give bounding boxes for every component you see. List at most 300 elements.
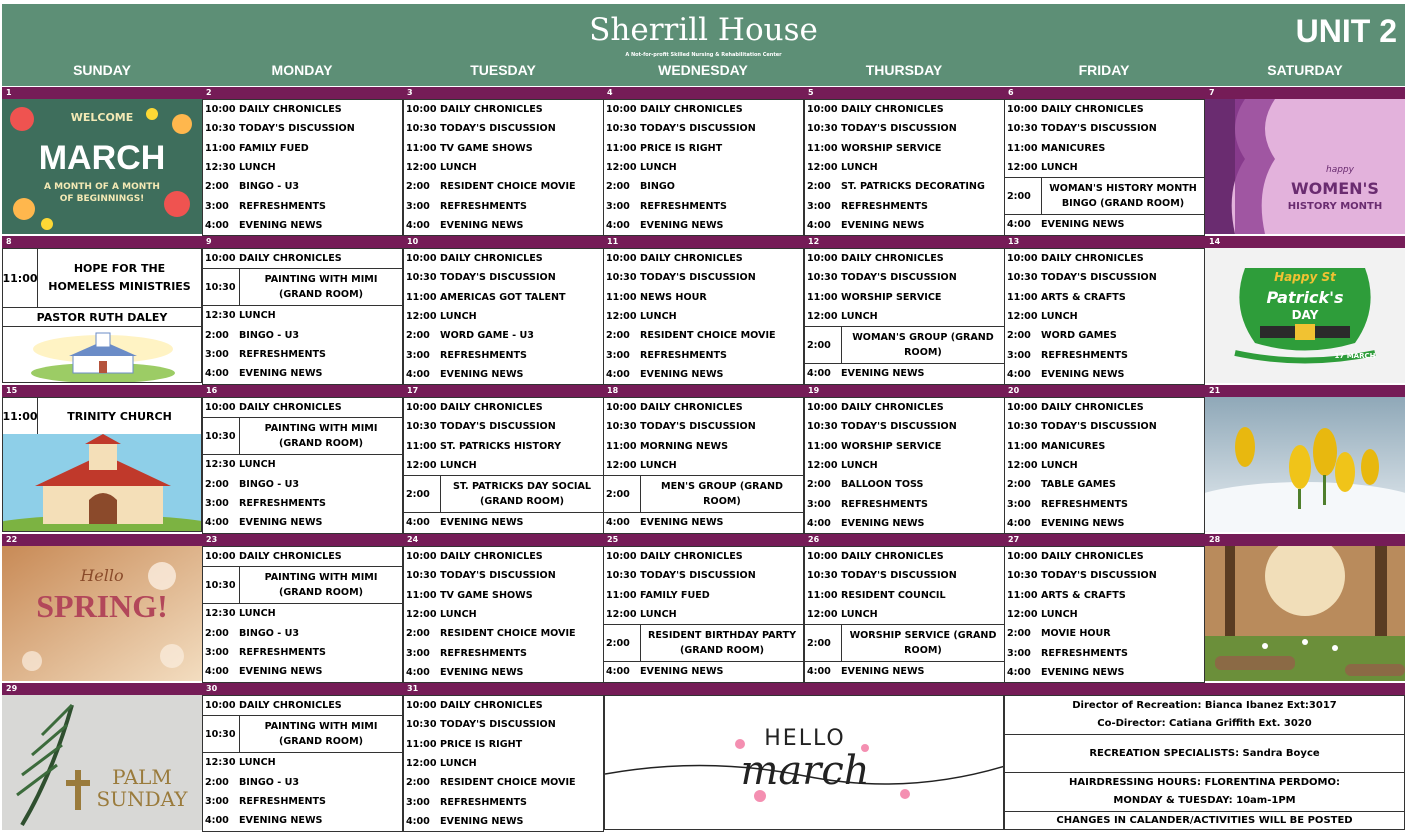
activity-time: 10:00 [205, 253, 236, 265]
date-number: 7 [1209, 88, 1215, 97]
activity-name: REFRESHMENTS [440, 200, 527, 212]
church-illustration [3, 434, 202, 532]
activity-row [604, 475, 803, 513]
church-icon [3, 327, 202, 383]
date-number: 8 [6, 237, 12, 246]
activity-name: EVENING NEWS [1041, 368, 1125, 380]
activity-name: EVENING NEWS [1041, 517, 1125, 529]
activity-time: 12:30 [205, 310, 236, 322]
activity-name: PAINTING WITH MIMI (GRAND ROOM) [264, 572, 378, 599]
activity-time: 2:00 [606, 181, 630, 193]
activity-row [404, 417, 603, 436]
activity-time: 11:00 [606, 589, 637, 601]
activity-name: BINGO - U3 [239, 181, 300, 193]
activity-time: 12:00 [807, 460, 838, 472]
activity-row [805, 417, 1004, 436]
activity-time: 11:00 [606, 440, 637, 452]
activity-row [404, 566, 603, 585]
activity-time: 4:00 [205, 368, 229, 380]
activity-name: LUNCH [841, 609, 878, 621]
activity-row [604, 268, 803, 287]
day-header-thursday: THURSDAY [865, 62, 943, 78]
activity-row [604, 100, 803, 119]
activity-row [203, 513, 402, 532]
activity-name: EVENING NEWS [440, 815, 524, 827]
activity-row [1005, 456, 1204, 475]
activity-time: 3:00 [205, 796, 229, 808]
activity-name: TODAY'S DISCUSSION [440, 570, 556, 582]
activity-row [604, 566, 803, 585]
day-cell [603, 248, 804, 385]
activity-row [404, 119, 603, 138]
activity-time: 10:00 [1007, 402, 1038, 414]
activity-time: 10:30 [406, 421, 437, 433]
day-cell [202, 397, 403, 534]
activity-row [805, 177, 1004, 196]
womens-text: WOMEN'S [1291, 179, 1379, 198]
date-number: 26 [808, 535, 820, 544]
hello-text-2: HELLO [764, 726, 846, 751]
activity-name: LUNCH [440, 609, 477, 621]
date-number: 20 [1008, 386, 1020, 395]
activity-name: MORNING NEWS [640, 440, 729, 452]
activity-row [203, 662, 402, 681]
date-number: 17 [407, 386, 419, 395]
date-number: 21 [1209, 386, 1221, 395]
activity-row [1005, 624, 1204, 643]
date-number: 25 [607, 535, 619, 544]
activity-row [203, 326, 402, 345]
activity-row [404, 586, 603, 605]
activity-row [604, 177, 803, 196]
sunday-15-time: 11:00 [3, 398, 38, 434]
activity-name: BINGO - U3 [239, 478, 300, 490]
activity-row [1005, 566, 1204, 585]
activity-name: DAILY CHRONICLES [841, 402, 944, 414]
activity-name: EVENING NEWS [440, 368, 524, 380]
day-header-saturday: SATURDAY [1267, 62, 1343, 78]
activity-name: PAINTING WITH MIMI (GRAND ROOM) [264, 423, 378, 450]
activity-row [1005, 288, 1204, 307]
day-text: DAY [1291, 308, 1319, 322]
activity-name: PAINTING WITH MIMI (GRAND ROOM) [264, 274, 378, 301]
activity-time: 11:00 [205, 142, 236, 154]
date-label [202, 87, 402, 99]
palm-sunday-image [2, 695, 202, 830]
activity-row [1005, 215, 1204, 234]
activity-name: TODAY'S DISCUSSION [640, 272, 756, 284]
activity-name: LUNCH [440, 460, 477, 472]
day-cell [403, 248, 604, 385]
day-cell [1004, 546, 1205, 683]
activity-time: 11:00 [1007, 440, 1038, 452]
date-number: 9 [206, 237, 212, 246]
activity-time: 11:00 [606, 291, 637, 303]
day-header-tuesday: TUESDAY [470, 62, 536, 78]
date-number: 19 [808, 386, 820, 395]
activity-name: REFRESHMENTS [640, 349, 727, 361]
activity-name: PRICE IS RIGHT [440, 738, 523, 750]
activity-name: RESIDENT CHOICE MOVIE [440, 777, 576, 789]
activity-name: TODAY'S DISCUSSION [1041, 123, 1157, 135]
activity-time: 3:00 [1007, 498, 1031, 510]
activity-time: 12:00 [606, 609, 637, 621]
happy-text: happy [1326, 165, 1354, 175]
activity-time: 10:00 [205, 551, 236, 563]
activity-row [604, 417, 803, 436]
activity-name: WORSHIP SERVICE (GRAND ROOM) [849, 630, 997, 657]
date-label [1004, 236, 1204, 248]
activity-name: REFRESHMENTS [440, 796, 527, 808]
activity-row [203, 364, 402, 383]
activity-name: LUNCH [239, 310, 276, 322]
activity-name: BINGO - U3 [239, 329, 300, 341]
activity-row [805, 456, 1004, 475]
activity-time: 10:00 [1007, 253, 1038, 265]
day-cell [603, 546, 804, 683]
changes-text: CHANGES IN CALANDER/ACTIVITIES WILL BE POSTED [1056, 814, 1353, 826]
day-cell [804, 546, 1005, 683]
activity-time: 4:00 [807, 666, 831, 678]
activity-row [805, 662, 1004, 681]
activity-row [203, 417, 402, 455]
date-number: 11 [607, 237, 619, 246]
activity-name: EVENING NEWS [1041, 666, 1125, 678]
activity-time: 10:30 [1007, 272, 1038, 284]
activity-time: 10:00 [807, 402, 838, 414]
day-cell [202, 99, 403, 236]
activity-name: LUNCH [640, 311, 677, 323]
activity-time: 3:00 [1007, 349, 1031, 361]
date-number: 22 [6, 535, 18, 544]
activity-time: 2:00 [1007, 628, 1031, 640]
activity-name: EVENING NEWS [841, 219, 925, 231]
activity-name: LUNCH [1041, 609, 1078, 621]
activity-name: TODAY'S DISCUSSION [841, 272, 957, 284]
activity-row [1005, 475, 1204, 494]
activity-row [1005, 586, 1204, 605]
date-number: 12 [808, 237, 820, 246]
activity-row [604, 216, 803, 235]
activity-name: REFRESHMENTS [841, 200, 928, 212]
activity-name: DAILY CHRONICLES [640, 253, 743, 265]
activity-row [404, 624, 603, 643]
activity-time: 4:00 [1007, 368, 1031, 380]
activity-row [1005, 119, 1204, 138]
activity-name: TODAY'S DISCUSSION [440, 421, 556, 433]
activity-name: REFRESHMENTS [640, 200, 727, 212]
activity-name: TODAY'S DISCUSSION [841, 421, 957, 433]
activity-time: 4:00 [205, 666, 229, 678]
activity-name: LUNCH [239, 459, 276, 471]
activity-time: 4:00 [1007, 517, 1031, 529]
date-label [2, 534, 202, 546]
activity-time: 3:00 [606, 200, 630, 212]
activity-time: 11:00 [1007, 291, 1038, 303]
activity-name: DAILY CHRONICLES [239, 104, 342, 116]
activity-row [1005, 326, 1204, 345]
activity-name: REFRESHMENTS [239, 349, 326, 361]
welcome-march-image [2, 99, 202, 234]
activity-time: 11:00 [406, 589, 437, 601]
march-script-text: march [740, 748, 870, 794]
activity-time: 3:00 [1007, 647, 1031, 659]
activity-name: WORSHIP SERVICE [841, 142, 942, 154]
activity-time: 3:00 [205, 349, 229, 361]
activity-name: WOMAN'S GROUP (GRAND ROOM) [852, 332, 994, 359]
activity-time: 10:00 [406, 402, 437, 414]
history-month-text: HISTORY MONTH [1287, 201, 1383, 212]
activity-time: 3:00 [205, 200, 229, 212]
activity-name: TODAY'S DISCUSSION [440, 272, 556, 284]
activity-row [203, 811, 402, 830]
date-label [403, 236, 603, 248]
date-label [202, 534, 402, 546]
activity-time: 12:00 [1007, 162, 1038, 174]
st-patricks-image [1205, 248, 1405, 383]
activity-name: LUNCH [841, 162, 878, 174]
activity-name: DAILY CHRONICLES [841, 551, 944, 563]
palm-text: PALM [112, 765, 172, 789]
activity-time: 4:00 [406, 517, 430, 529]
activity-row [404, 812, 603, 831]
activity-name: MANICURES [1041, 142, 1106, 154]
activity-row [203, 455, 402, 474]
spring-text: SPRING! [36, 588, 168, 624]
activity-row [203, 268, 402, 306]
activity-time: 10:30 [203, 716, 240, 752]
activity-row [604, 119, 803, 138]
activity-time: 4:00 [606, 666, 630, 678]
sunday-8-time: 11:00 [3, 249, 38, 307]
activity-row [1005, 398, 1204, 417]
activity-time: 2:00 [205, 776, 229, 788]
activity-name: RESIDENT CHOICE MOVIE [440, 181, 576, 193]
activity-row [203, 773, 402, 792]
activity-name: EVENING NEWS [640, 368, 724, 380]
activity-name: TODAY'S DISCUSSION [841, 570, 957, 582]
date-label [2, 236, 202, 248]
activity-name: NEWS HOUR [640, 291, 707, 303]
activity-time: 10:00 [606, 551, 637, 563]
activity-time: 10:30 [203, 418, 240, 454]
activity-row [604, 249, 803, 268]
activity-time: 10:30 [406, 123, 437, 135]
activity-name: RESIDENT CHOICE MOVIE [640, 330, 776, 342]
activity-name: RESIDENT CHOICE MOVIE [440, 628, 576, 640]
activity-name: LUNCH [239, 162, 276, 174]
activity-name: REFRESHMENTS [239, 498, 326, 510]
activity-row [203, 345, 402, 364]
activity-time: 4:00 [807, 368, 831, 380]
activity-row [404, 216, 603, 235]
activity-time: 11:00 [406, 738, 437, 750]
day-cell [202, 248, 403, 385]
day-cell [1004, 99, 1205, 236]
activity-name: BINGO - U3 [239, 776, 300, 788]
activity-name: EVENING NEWS [440, 517, 524, 529]
activity-row [404, 196, 603, 215]
activity-time: 2:00 [805, 327, 842, 363]
date-label [202, 236, 402, 248]
activity-name: RESIDENT BIRTHDAY PARTY (GRAND ROOM) [647, 630, 797, 657]
activity-row [604, 547, 803, 566]
activity-row [1005, 437, 1204, 456]
date-number: 10 [407, 237, 419, 246]
activity-row [1005, 663, 1204, 682]
sunday-8-event: HOPE FOR THE HOMELESS MINISTRIES [48, 262, 191, 293]
activity-name: LUNCH [1041, 162, 1078, 174]
activity-row [604, 196, 803, 215]
hairdressing-info [1004, 772, 1405, 812]
activity-name: DAILY CHRONICLES [1041, 402, 1144, 414]
date-label [804, 87, 1004, 99]
activity-time: 10:30 [606, 421, 637, 433]
activity-time: 3:00 [807, 200, 831, 212]
activity-row [404, 345, 603, 364]
activity-name: LUNCH [1041, 460, 1078, 472]
activity-row [404, 643, 603, 662]
activity-row [604, 513, 803, 532]
activity-time: 12:30 [205, 757, 236, 769]
activity-name: REFRESHMENTS [440, 349, 527, 361]
date-number: 31 [407, 684, 419, 693]
day-cell [603, 99, 804, 236]
activity-row [805, 139, 1004, 158]
activity-time: 3:00 [406, 349, 430, 361]
activity-name: MANICURES [1041, 440, 1106, 452]
activity-time: 10:30 [406, 570, 437, 582]
sunday-15-cell [2, 397, 202, 532]
day-header-friday: FRIDAY [1078, 62, 1130, 78]
date-number: 27 [1008, 535, 1020, 544]
activity-name: WORSHIP SERVICE [841, 440, 942, 452]
date-label [403, 385, 603, 397]
activity-name: TODAY'S DISCUSSION [1041, 570, 1157, 582]
activity-row [805, 624, 1004, 662]
activity-time: 11:00 [1007, 142, 1038, 154]
activity-time: 12:00 [606, 162, 637, 174]
activity-name: ARTS & CRAFTS [1041, 589, 1126, 601]
welcome-text: WELCOME [70, 111, 134, 124]
activity-row [203, 158, 402, 177]
activity-time: 4:00 [1007, 666, 1031, 678]
activity-row [404, 326, 603, 345]
date-label [202, 385, 402, 397]
activity-time: 3:00 [205, 647, 229, 659]
date-label [1004, 385, 1204, 397]
activity-name: EVENING NEWS [239, 815, 323, 827]
activity-row [805, 547, 1004, 566]
activity-row [203, 624, 402, 643]
activity-time: 2:00 [805, 625, 842, 661]
activity-row [805, 475, 1004, 494]
woodland-image [1205, 546, 1405, 681]
day-cell [202, 695, 403, 832]
activity-time: 2:00 [205, 181, 229, 193]
activity-row [805, 119, 1004, 138]
activity-name: BINGO [640, 181, 675, 193]
activity-row [404, 513, 603, 532]
activity-time: 4:00 [606, 219, 630, 231]
activity-name: EVENING NEWS [239, 368, 323, 380]
director-text: Director of Recreation: Bianca Ibanez Ext:3017 [1072, 700, 1337, 711]
activity-name: DAILY CHRONICLES [239, 551, 342, 563]
activity-row [203, 177, 402, 196]
activity-name: LUNCH [440, 311, 477, 323]
activity-time: 12:00 [1007, 460, 1038, 472]
hair-text-1: HAIRDRESSING HOURS: FLORENTINA PERDOMO: [1069, 777, 1340, 788]
activity-time: 2:00 [205, 478, 229, 490]
activity-row [805, 158, 1004, 177]
activity-name: TODAY'S DISCUSSION [440, 123, 556, 135]
activity-time: 10:00 [807, 253, 838, 265]
activity-time: 4:00 [406, 368, 430, 380]
activity-row [404, 735, 603, 754]
activity-row [404, 547, 603, 566]
activity-name: LUNCH [440, 758, 477, 770]
date-label [1004, 534, 1204, 546]
activity-row [404, 696, 603, 715]
activity-row [203, 216, 402, 235]
specialists-text: RECREATION SPECIALISTS: Sandra Boyce [1089, 747, 1320, 759]
activity-name: DAILY CHRONICLES [239, 402, 342, 414]
date-number: 6 [1008, 88, 1014, 97]
activity-time: 2:00 [406, 330, 430, 342]
activity-name: LUNCH [1041, 311, 1078, 323]
date-label [1205, 236, 1405, 248]
activity-name: EVENING NEWS [640, 666, 724, 678]
activity-row [805, 566, 1004, 585]
activity-name: EVENING NEWS [640, 517, 724, 529]
sunday-15-event: TRINITY CHURCH [67, 409, 172, 423]
activity-row [404, 100, 603, 119]
activity-row [604, 307, 803, 326]
date-label [1205, 385, 1405, 397]
activity-time: 4:00 [205, 219, 229, 231]
activity-time: 2:00 [604, 625, 641, 661]
activity-name: DAILY CHRONICLES [239, 253, 342, 265]
date-label [2, 87, 202, 99]
activity-time: 3:00 [606, 349, 630, 361]
march-text: MARCH [38, 139, 166, 177]
activity-row [604, 586, 803, 605]
activity-time: 3:00 [807, 498, 831, 510]
activity-name: EVENING NEWS [841, 517, 925, 529]
activity-name: AMERICAS GOT TALENT [440, 291, 566, 303]
activity-time: 3:00 [406, 647, 430, 659]
activity-name: WORD GAMES [1041, 330, 1117, 342]
activity-row [404, 268, 603, 287]
activity-time: 10:30 [606, 123, 637, 135]
day-cell [403, 546, 604, 683]
date-number: 29 [6, 684, 18, 693]
activity-time: 4:00 [205, 517, 229, 529]
activity-row [203, 475, 402, 494]
activity-row [604, 158, 803, 177]
sunday-text: SUNDAY [96, 787, 188, 811]
activity-name: REFRESHMENTS [1041, 498, 1128, 510]
activity-name: DAILY CHRONICLES [440, 402, 543, 414]
activity-row [1005, 643, 1204, 662]
activity-row [604, 437, 803, 456]
activity-name: TV GAME SHOWS [440, 142, 533, 154]
date-label [1004, 87, 1204, 99]
activity-time: 10:00 [606, 104, 637, 116]
activity-name: EVENING NEWS [440, 219, 524, 231]
activity-time: 10:30 [1007, 421, 1038, 433]
date-label [403, 534, 603, 546]
